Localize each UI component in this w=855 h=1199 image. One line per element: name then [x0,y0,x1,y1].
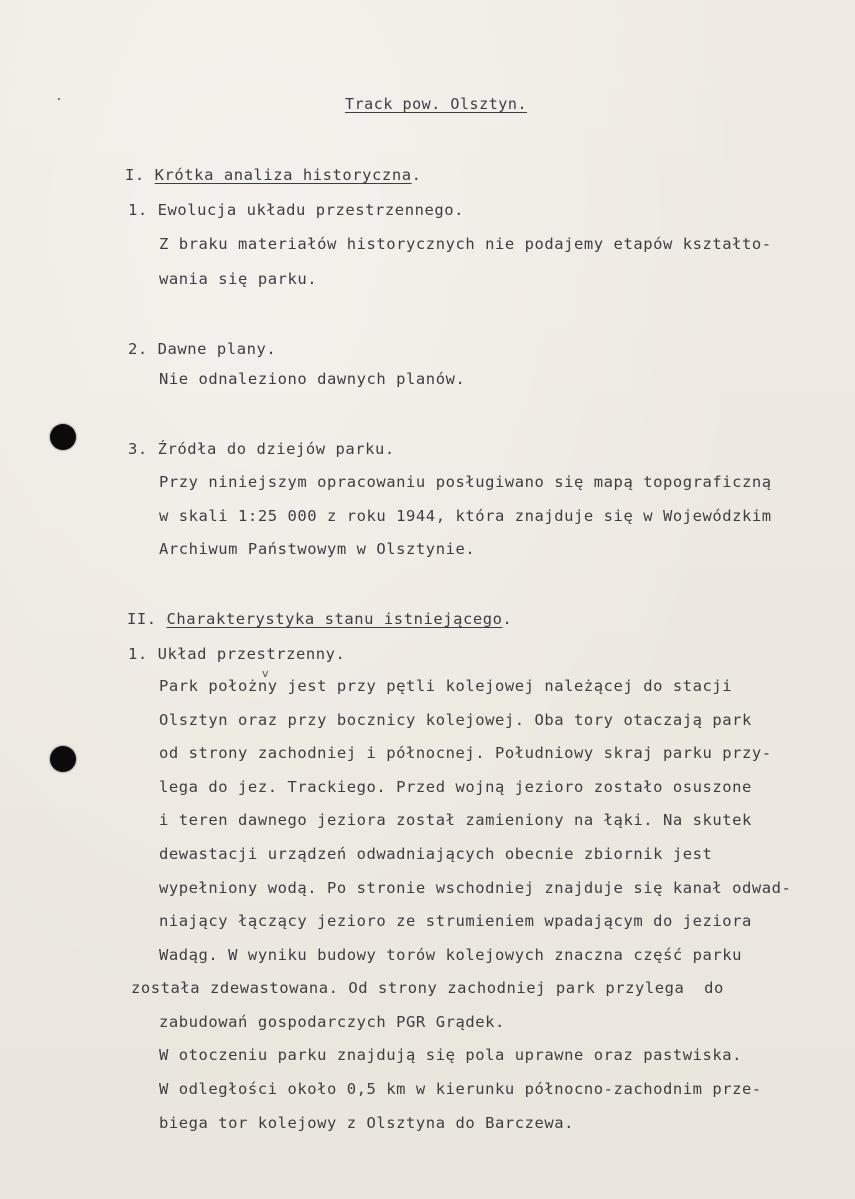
document-title: Track pow. Olsztyn. [345,95,528,113]
section-2-heading-row [127,610,512,628]
item-1-1-body-line: Z braku materiałów historycznych nie podajemy etapów kształto- [159,235,772,253]
item-1-3-heading: 3. Źródła do dziejów parku. [128,440,395,458]
item-2-1-body-line: wypełniony wodą. Po stronie wschodniej znajduje się kanał odwad- [159,879,792,897]
item-1-3-body-line: w skali 1:25 000 z roku 1944, która znajduje się w Wojewódzkim [159,507,772,525]
handwritten-correction-mark: v [262,667,269,680]
item-1-2-body-line: Nie odnaleziono dawnych planów. [159,370,466,388]
section-2-period: . [502,610,513,628]
item-2-1-body-line: i teren dawnego jeziora został zamieniony na łąki. Na skutek [159,811,752,829]
item-2-1-body-line: Olsztyn oraz przy bocznicy kolejowej. Oba tory otaczają park [159,711,752,729]
item-2-1-body-line: lega do jez. Trackiego. Przed wojną jezioro zostało osuszone [159,778,752,796]
section-1-period: . [411,166,422,184]
item-2-1-body-line: Wadąg. W wyniku budowy torów kolejowych znaczna część parku [159,946,743,964]
item-1-3-body-line: Przy niniejszym opracowaniu posługiwano się mapą topograficzną [159,473,772,491]
item-2-1-body-line: od strony zachodniej i północnej. Południowy skraj parku przy- [159,744,772,762]
section-2-number: II. [127,610,167,628]
item-2-1-body-line: dewastacji urządzeń odwadniających obecnie zbiornik jest [159,845,713,863]
item-2-1-body-line: W odległości około 0,5 km w kierunku północno-zachodnim prze- [159,1080,762,1098]
punch-hole-top [50,424,76,450]
section-1-number: I. [125,166,155,184]
item-2-1-body-line: niający łączący jezioro ze strumieniem wpadającym do jeziora [159,912,752,930]
punch-hole-bottom [50,746,76,772]
item-2-1-body-line: została zdewastowana. Od strony zachodniej park przylega do [131,979,724,997]
item-1-1-body-line: wania się parku. [159,270,318,288]
item-2-1-heading: 1. Układ przestrzenny. [128,645,346,663]
section-1-heading: Krótka analiza historyczna [154,166,412,184]
item-2-1-body-line: Park położny jest przy pętli kolejowej należącej do stacji [159,677,733,695]
item-2-1-body-line: zabudowań gospodarczych PGR Grądek. [159,1013,505,1031]
item-2-1-body-line: W otoczeniu parku znajdują się pola uprawne oraz pastwiska. [159,1046,743,1064]
section-2-heading: Charakterystyka stanu istniejącego [166,610,503,628]
item-1-3-body-line: Archiwum Państwowym w Olsztynie. [159,540,476,558]
item-1-2-heading: 2. Dawne plany. [128,340,277,358]
paper-speck [58,98,60,100]
item-2-1-body-line: biega tor kolejowy z Olsztyna do Barczewa. [159,1114,575,1132]
section-1-heading-row [125,166,421,184]
item-1-1-heading: 1. Ewolucja układu przestrzennego. [128,201,464,219]
